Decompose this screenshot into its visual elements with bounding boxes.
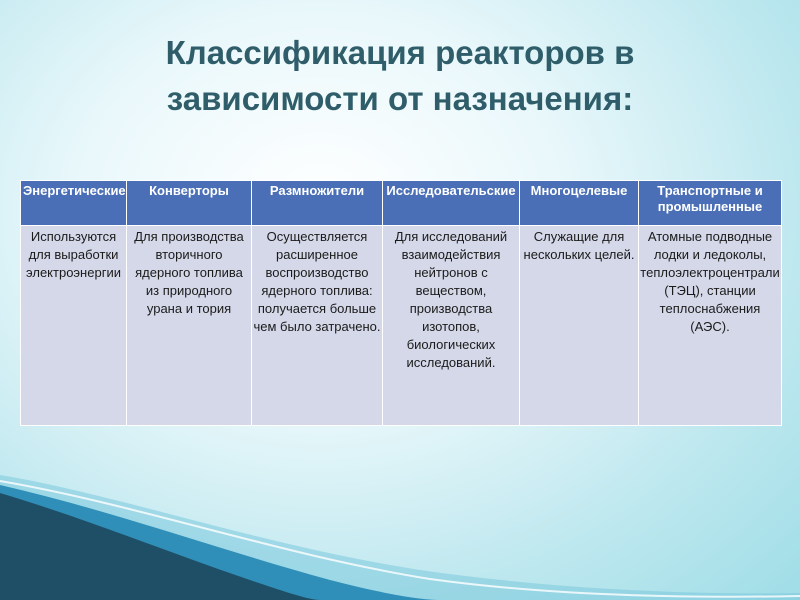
table-row (21, 226, 782, 426)
table-header-row (21, 181, 782, 226)
decorative-wave (0, 475, 800, 600)
header-multipurpose: Многоцелевые (520, 181, 639, 226)
header-energy: Энергетические (21, 181, 127, 226)
reactor-classification-table (20, 180, 782, 426)
cell-breeders: Осуществляется расширенное воспроизводство ядерного топлива: получается больше чем было затрачено. (252, 226, 383, 426)
cell-energy: Используются для выработки электроэнергии (21, 226, 127, 426)
cell-converters: Для производства вторичного ядерного топлива из природного урана и тория (127, 226, 252, 426)
slide-title (0, 30, 800, 122)
header-transport-industrial: Транспортные и промышленные (639, 181, 782, 226)
cell-research: Для исследований взаимодействия нейтронов с веществом, производства изотопов, биологических исследований. (383, 226, 520, 426)
header-research: Исследовательские (383, 181, 520, 226)
slide-title-line1: Классификация реакторов в (165, 34, 635, 71)
header-converters: Конверторы (127, 181, 252, 226)
header-breeders: Размножители (252, 181, 383, 226)
slide-title-line2: зависимости от назначения: (166, 80, 634, 117)
cell-transport-industrial: Атомные подводные лодки и ледоколы, теплоэлектроцентрали (ТЭЦ), станции теплоснабжения (АЭС). (639, 226, 782, 426)
cell-multipurpose: Служащие для нескольких целей. (520, 226, 639, 426)
